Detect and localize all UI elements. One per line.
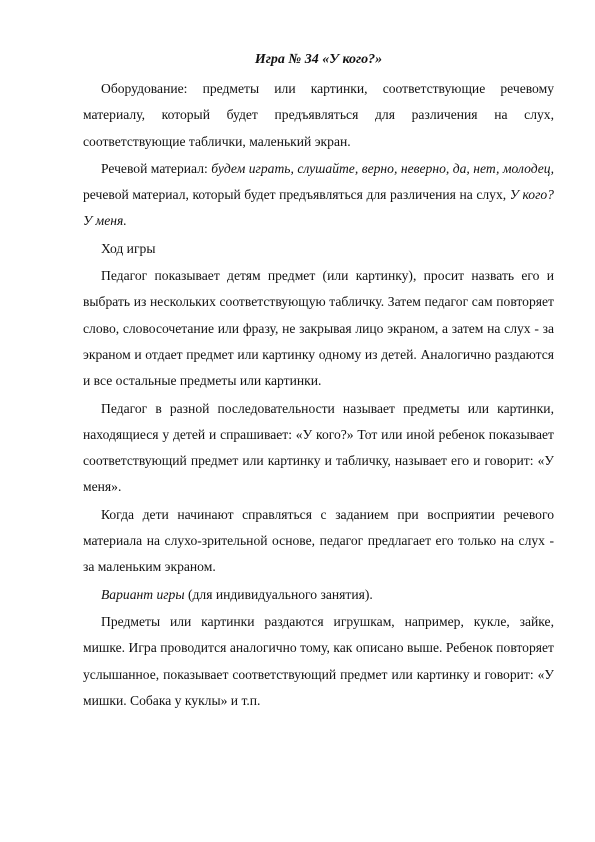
variant-description: (для индивидуального занятия). [184,586,373,602]
instruction-paragraph-2: Педагог в разной последовательности называет предметы или картинки, находящиеся у детей и спрашивает: «У кого?» Тот или иной ребенок показывает соответствующий предмет или картинку и табличку, называет его и говорит: «У меня». [83,400,554,495]
speech-material-paragraph [83,156,554,235]
variant-paragraph [83,582,554,608]
document-body [83,50,554,714]
speech-material-phrase: У кого? У меня. [83,187,554,229]
equipment-paragraph: Оборудование: предметы или картинки, соответствующие речевому материалу, который будет предъявляться для различения на слух, соответствующие таблички, маленький экран. [83,81,554,149]
speech-material-label: Речевой материал: [101,160,208,176]
course-heading: Ход игры [101,240,156,256]
speech-material-description: речевой материал, который будет предъявляться для различения на слух, [83,187,507,203]
instruction-paragraph-4: Предметы или картинки раздаются игрушкам, например, кукле, зайке, мишке. Игра проводится аналогично тому, как описано выше. Ребенок повторяет услышанное, показывает соответствующий предмет или картинку и говорит: «У мишки. Собака у куклы» и т.п. [83,613,554,708]
instruction-paragraph-1: Педагог показывает детям предмет (или картинку), просит назвать его и выбрать из нескольких соответствующую табличку. Затем педагог сам повторяет слово, словосочетание или фразу, не закрывая лицо экраном, а затем на слух - за экраном и отдает предмет или картинку одному из детей. Аналогично раздаются и все остальные предметы или картинки. [83,268,554,389]
variant-label: Вариант игры [101,586,185,602]
instruction-paragraph-3: Когда дети начинают справляться с заданием при восприятии речевого материала на слухо-зрительной основе, педагог предлагает его только на слух - за маленьким экраном. [83,506,554,575]
game-title: Игра № 34 «У кого?» [254,52,383,67]
speech-material-words: будем играть, слушайте, верно, неверно, да, нет, молодец, [211,160,554,176]
